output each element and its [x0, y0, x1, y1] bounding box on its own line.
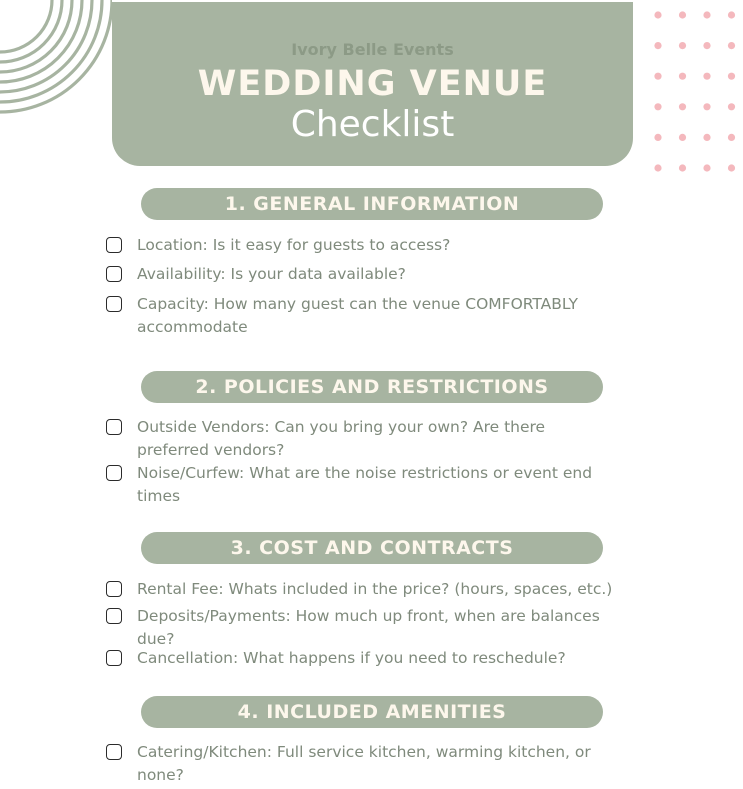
decorative-dot — [703, 42, 710, 49]
checklist-item-text: Availability: Is your data available? — [137, 265, 406, 283]
checklist-item-text: Location: Is it easy for guests to access? — [137, 236, 451, 254]
checkbox[interactable] — [106, 237, 122, 253]
decorative-dot — [654, 164, 661, 171]
section-heading-cost: 3. COST AND CONTRACTS — [141, 532, 603, 564]
decorative-dot — [679, 42, 686, 49]
checkbox[interactable] — [106, 581, 122, 597]
decorative-dot — [679, 164, 686, 171]
checklist-item-text: Cancellation: What happens if you need to reschedule? — [137, 649, 566, 667]
decorative-dot — [679, 103, 686, 110]
checklist-item-text: Rental Fee: Whats included in the price? (hours, spaces, etc.) — [137, 580, 613, 598]
page-title: WEDDING VENUE — [197, 64, 548, 104]
checkbox[interactable] — [106, 266, 122, 282]
decorative-dot — [703, 164, 710, 171]
checklist-item-text: Noise/Curfew: What are the noise restrictions or event end times — [137, 464, 593, 505]
decorative-dot — [654, 134, 661, 141]
decorative-dot — [679, 73, 686, 80]
decorative-dot — [728, 134, 735, 141]
checkbox[interactable] — [106, 650, 122, 666]
decorative-dot — [679, 134, 686, 141]
decorative-dot — [728, 103, 735, 110]
checklist-item-text: Deposits/Payments: How much up front, when are balances due? — [137, 607, 600, 648]
checkbox[interactable] — [106, 296, 122, 312]
section-heading-policies: 2. POLICIES AND RESTRICTIONS — [141, 371, 603, 403]
decorative-dot — [703, 11, 710, 18]
decorative-dot — [728, 164, 735, 171]
checkbox[interactable] — [106, 419, 122, 435]
decorative-dot — [679, 11, 686, 18]
checkbox[interactable] — [106, 608, 122, 624]
checklist-item-text: Outside Vendors: Can you bring your own? Are there preferred vendors? — [137, 418, 546, 459]
decorative-dot — [703, 134, 710, 141]
decorative-dot — [654, 73, 661, 80]
section-heading-general: 1. GENERAL INFORMATION — [141, 188, 603, 220]
decorative-arcs-icon — [0, 0, 112, 120]
decorative-dot — [703, 73, 710, 80]
checklist-item-text: Capacity: How many guest can the venue COMFORTABLY accommodate — [137, 295, 578, 336]
page-subtitle: Checklist — [290, 104, 455, 145]
decorative-dots-icon — [648, 8, 743, 178]
decorative-dot — [728, 73, 735, 80]
decorative-dot — [654, 42, 661, 49]
decorative-dot — [654, 11, 661, 18]
decorative-dot — [728, 11, 735, 18]
checkbox[interactable] — [106, 744, 122, 760]
decorative-dot — [728, 42, 735, 49]
header-banner — [112, 2, 633, 166]
checkbox[interactable] — [106, 465, 122, 481]
decorative-dot — [654, 103, 661, 110]
section-heading-amenities: 4. INCLUDED AMENITIES — [141, 696, 603, 728]
brand-name: Ivory Belle Events — [291, 40, 454, 59]
decorative-dot — [703, 103, 710, 110]
checklist-item-text: Catering/Kitchen: Full service kitchen, warming kitchen, or none? — [137, 743, 591, 784]
